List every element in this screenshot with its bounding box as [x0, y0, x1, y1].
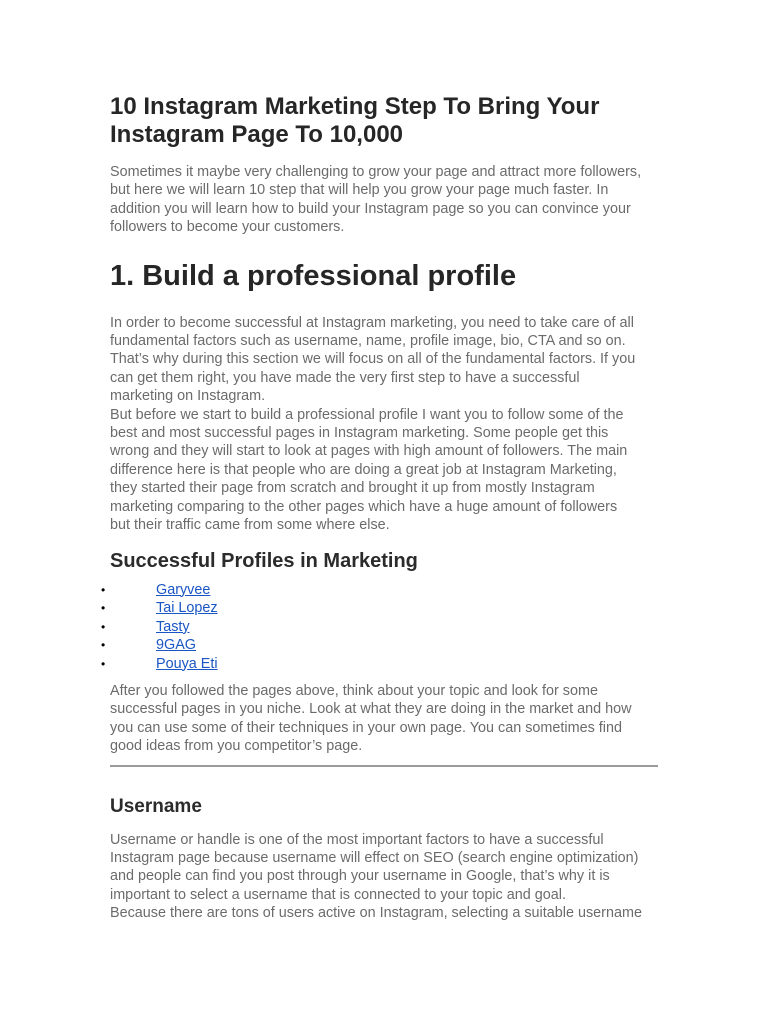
profile-links-list — [101, 581, 660, 674]
username-heading: Username — [110, 795, 202, 817]
text-line: fundamental factors such as username, name, profile image, bio, CTA and so on. — [110, 333, 626, 350]
text-line: After you followed the pages above, think about your topic and look for some — [110, 683, 598, 699]
profile-link-9gag[interactable]: 9GAG — [156, 637, 196, 653]
text-line: Because there are tons of users active on Instagram, selecting a suitable username — [110, 905, 642, 922]
text-line: Username or handle is one of the most important factors to have a successful — [110, 831, 604, 848]
list-item — [101, 581, 660, 600]
text-line: good ideas from you competitor’s page. — [110, 738, 363, 755]
text-line: marketing comparing to the other pages which have a huge amount of followers — [110, 498, 618, 515]
bullet-icon: • — [101, 601, 106, 615]
text-line: In order to become successful at Instagram marketing, you need to take care of all — [110, 314, 634, 331]
section-heading: 1. Build a professional profile — [110, 259, 517, 292]
list-item — [101, 655, 660, 674]
list-item — [101, 618, 660, 637]
text-line: Sometimes it maybe very challenging to grow your page and attract more followers, — [110, 164, 642, 180]
username-paragraph — [110, 831, 660, 923]
text-line: wrong and they will start to look at pages with high amount of followers. The main — [110, 443, 628, 460]
document-page — [101, 93, 660, 923]
text-line: and people can find you post through your username in Google, that’s why it is — [110, 868, 610, 885]
text-line: difference here is that people who are doing a great job at Instagram Marketing, — [110, 461, 617, 478]
text-line: can get them right, you have made the very first step to have a successful — [110, 369, 580, 386]
text-line: successful pages in you niche. Look at what they are doing in the market and how — [110, 701, 632, 718]
text-line: addition you will learn how to build your Instagram page so you can convince your — [110, 200, 631, 217]
text-line: marketing on Instagram. — [110, 388, 266, 405]
list-item — [101, 599, 660, 618]
after-list-paragraph — [110, 682, 660, 756]
document-title-line: 10 Instagram Marketing Step To Bring Your — [110, 93, 600, 120]
profile-link-tasty[interactable]: Tasty — [156, 618, 190, 635]
intro-paragraph — [110, 163, 660, 237]
subsection-heading: Successful Profiles in Marketing — [110, 549, 418, 572]
text-line: followers to become your customers. — [110, 219, 345, 236]
section-paragraph — [110, 406, 660, 535]
text-line: they started their page from scratch and brought it up from mostly Instagram — [110, 480, 595, 497]
text-line: Instagram page because username will effect on SEO (search engine optimization) — [110, 850, 639, 867]
horizontal-divider — [110, 765, 658, 767]
bullet-icon: • — [101, 619, 106, 634]
text-line: you can use some of their techniques in your own page. You can sometimes find — [110, 719, 622, 736]
bullet-icon: • — [101, 638, 106, 652]
document-title-line: Instagram Page To 10,000 — [110, 121, 404, 148]
text-line: important to select a username that is connected to your topic and goal. — [110, 886, 566, 903]
text-line: but here we will learn 10 step that will help you grow your page much faster. In — [110, 182, 609, 199]
text-line: But before we start to build a professional profile I want you to follow some of the — [110, 406, 624, 423]
profile-link-garyvee[interactable]: Garyvee — [156, 581, 211, 598]
list-item — [101, 636, 660, 655]
section-paragraph — [110, 314, 660, 406]
text-line: but their traffic came from some where else. — [110, 517, 390, 534]
text-line: That’s why during this section we will focus on all of the fundamental factors. If you — [110, 351, 636, 368]
profile-link-pouya-eti[interactable]: Pouya Eti — [156, 655, 218, 672]
bullet-icon: • — [101, 582, 106, 597]
document-title — [110, 93, 660, 149]
profile-link-tai-lopez[interactable]: Tai Lopez — [156, 600, 218, 616]
text-line: best and most successful pages in Instagram marketing. Some people get this — [110, 425, 609, 442]
bullet-icon: • — [101, 656, 106, 671]
